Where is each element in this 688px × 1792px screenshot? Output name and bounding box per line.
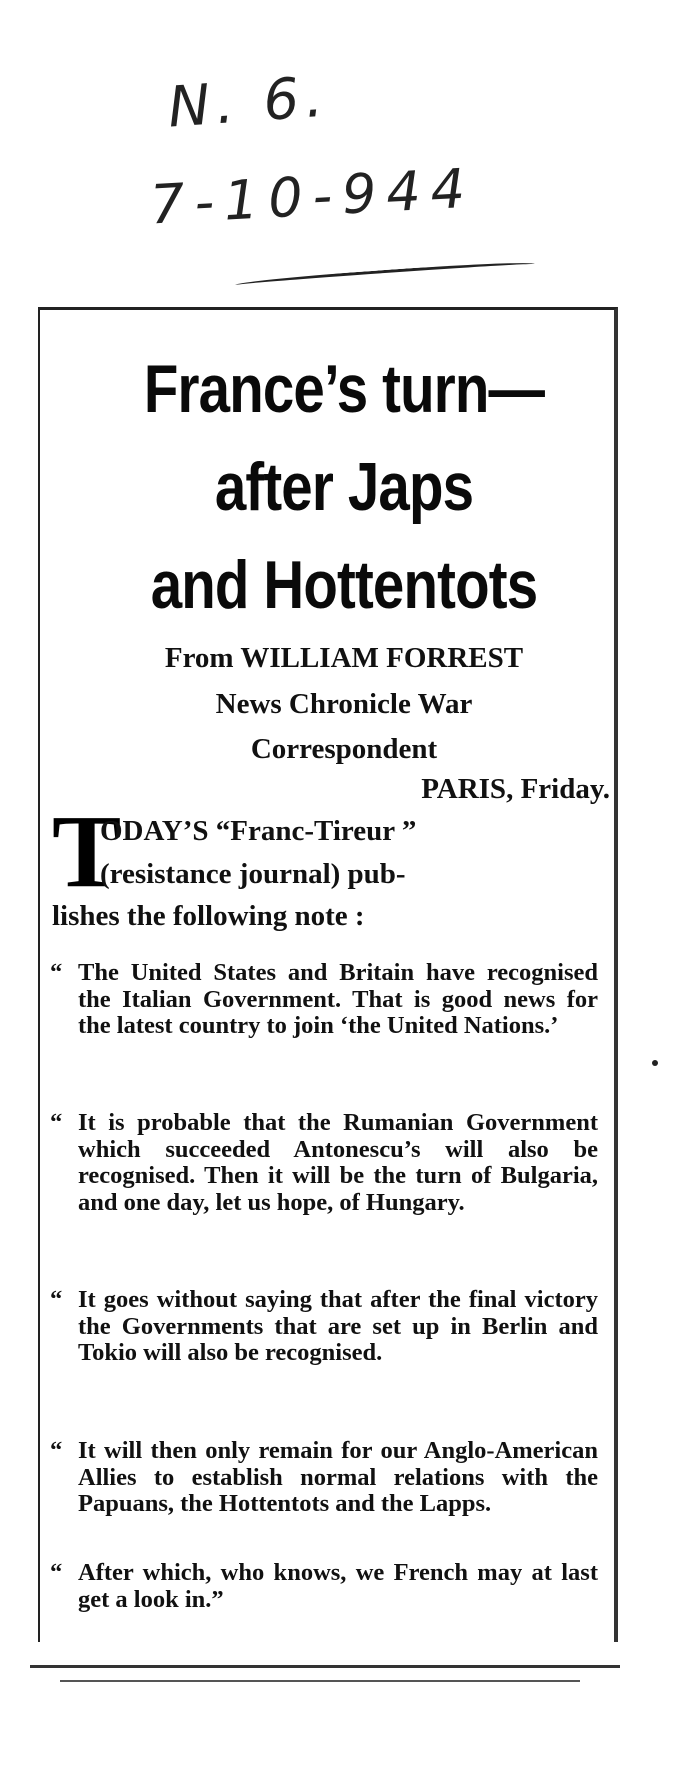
quote-mark: “: [50, 959, 63, 986]
paragraph-text: After which, who knows, we French may at last get a look in.”: [78, 1559, 598, 1613]
ink-dot: [652, 1060, 658, 1066]
clipping-bottom-edge-inner: [60, 1680, 580, 1682]
paragraph-text: It is probable that the Rumanian Government which succeeded Antonescu’s will also be recognised. Then it will be the turn of Bulgaria, and one day, let us hope, of Hungary.: [78, 1109, 598, 1216]
headline-line-3: and Hottentots: [150, 547, 538, 623]
quote-paragraph: [50, 1438, 598, 1518]
clipping-bottom-edge: [30, 1665, 620, 1668]
quote-mark: “: [50, 1286, 63, 1313]
paragraph-text: It will then only remain for our Anglo-American Allies to establish normal relations with the Papuans, the Hottentots and the Lapps.: [78, 1437, 598, 1517]
quote-mark: “: [50, 1437, 63, 1464]
lead-line-2: (resistance journal) pub-: [100, 858, 406, 890]
quote-paragraph: [50, 1287, 598, 1367]
byline-role: Correspondent: [250, 733, 438, 765]
lead-line-3: lishes the following note :: [52, 900, 365, 932]
lead-line-1: ODAY’S “Franc-Tireur ”: [100, 815, 417, 847]
byline-publication: News Chronicle War: [215, 688, 473, 720]
handwritten-number: N. 6.: [165, 64, 331, 141]
dateline: PARIS, Friday.: [421, 773, 610, 805]
handwritten-underline: [235, 260, 535, 290]
quote-paragraph: [50, 1110, 598, 1216]
quote-paragraph: [50, 1560, 598, 1613]
byline-author: From WILLIAM FORREST: [164, 642, 524, 674]
quote-mark: “: [50, 1109, 63, 1136]
headline-line-2: after Japs: [214, 449, 474, 525]
quote-mark: “: [50, 1559, 63, 1586]
quote-paragraph: [50, 960, 598, 1040]
drop-cap: T: [52, 794, 122, 909]
paragraph-text: The United States and Britain have recognised the Italian Government. That is good news for the latest country to join ‘the United Nations.’: [78, 959, 598, 1039]
handwritten-date: 7-10-944: [148, 156, 477, 237]
headline-line-1: France’s turn—: [143, 351, 545, 427]
paragraph-text: It goes without saying that after the final victory the Governments that are set up in Berlin and Tokio will also be recognised.: [78, 1286, 598, 1366]
